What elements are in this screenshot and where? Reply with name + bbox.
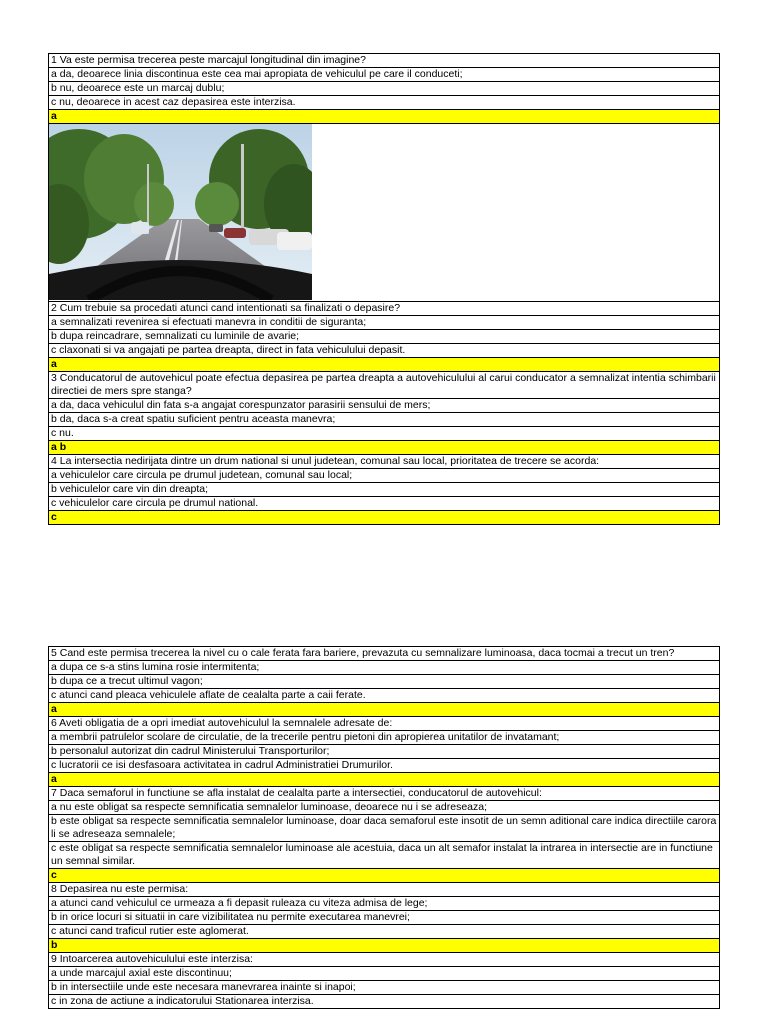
q8-option-c: c atunci cand traficul rutier este aglomerat. [48, 925, 720, 939]
q7-option-b: b este obligat sa respecte semnificatia semnalelor luminoase, doar daca semaforul este insotit de un semn aditional care indica directiile carora li se adreseaza semnalele; [48, 815, 720, 842]
q4-option-c: c vehiculelor care circula pe drumul national. [48, 497, 720, 511]
q5-option-a: a dupa ce s-a stins lumina rosie intermitenta; [48, 661, 720, 675]
question-2: 2 Cum trebuie sa procedati atunci cand intentionati sa finalizati o depasire? [48, 302, 720, 316]
question-8: 8 Depasirea nu este permisa: [48, 883, 720, 897]
q1-option-c: c nu, deoarece in acest caz depasirea este interzisa. [48, 96, 720, 110]
q9-option-b: b in intersectiile unde este necesara manevrarea inainte si inapoi; [48, 981, 720, 995]
q6-option-b: b personalul autorizat din cadrul Ministerului Transporturilor; [48, 745, 720, 759]
q5-answer: a [48, 703, 720, 717]
q4-option-a: a vehiculelor care circula pe drumul judetean, comunal sau local; [48, 469, 720, 483]
question-5: 5 Cand este permisa trecerea la nivel cu o cale ferata fara bariere, prevazuta cu semnalizare luminoasa, daca tocmai a trecut un tren? [48, 646, 720, 661]
q8-answer: b [48, 939, 720, 953]
question-block-2 [48, 646, 720, 1009]
q4-answer: c [48, 511, 720, 525]
q3-option-a: a da, daca vehiculul din fata s-a angajat corespunzator parasirii sensului de mers; [48, 399, 720, 413]
q6-answer: a [48, 773, 720, 787]
image-row [48, 124, 720, 302]
question-7: 7 Daca semaforul in functiune se afla instalat de cealalta parte a intersectiei, conducatorul de autovehicul: [48, 787, 720, 801]
q6-option-a: a membrii patrulelor scolare de circulatie, de la trecerile pentru pietoni din apropierea unitatilor de invatamant; [48, 731, 720, 745]
question-4: 4 La intersectia nedirijata dintre un drum national si unul judetean, comunal sau local, prioritatea de trecere se acorda: [48, 455, 720, 469]
q1-answer: a [48, 110, 720, 124]
question-6: 6 Aveti obligatia de a opri imediat autovehiculul la semnalele adresate de: [48, 717, 720, 731]
question-9: 9 Intoarcerea autovehiculului este interzisa: [48, 953, 720, 967]
q3-answer: a b [48, 441, 720, 455]
q2-option-b: b dupa reincadrare, semnalizati cu luminile de avarie; [48, 330, 720, 344]
question-block-1 [48, 53, 720, 525]
q4-option-b: b vehiculelor care vin din dreapta; [48, 483, 720, 497]
q7-option-a: a nu este obligat sa respecte semnificatia semnalelor luminoase, deoarece nu i se adreseaza; [48, 801, 720, 815]
q1-option-a: a da, deoarece linia discontinua este cea mai apropiata de vehiculul pe care il conduceti; [48, 68, 720, 82]
q7-answer: c [48, 869, 720, 883]
q7-option-c: c este obligat sa respecte semnificatia semnalelor luminoase ale acestuia, daca un alt semafor instalat la intrarea in intersectie are in functiune un semnal similar. [48, 842, 720, 869]
question-1: 1 Va este permisa trecerea peste marcajul longitudinal din imagine? [48, 53, 720, 68]
q2-option-c: c claxonati si va angajati pe partea dreapta, direct in fata vehiculului depasit. [48, 344, 720, 358]
q5-option-b: b dupa ce a trecut ultimul vagon; [48, 675, 720, 689]
q3-option-b: b da, daca s-a creat spatiu suficient pentru aceasta manevra; [48, 413, 720, 427]
q2-option-a: a semnalizati revenirea si efectuati manevra in conditii de siguranta; [48, 316, 720, 330]
q3-option-c: c nu. [48, 427, 720, 441]
road-photo [49, 124, 312, 300]
q1-option-b: b nu, deoarece este un marcaj dublu; [48, 82, 720, 96]
q5-option-c: c atunci cand pleaca vehiculele aflate de cealalta parte a caii ferate. [48, 689, 720, 703]
q2-answer: a [48, 358, 720, 372]
q6-option-c: c lucratorii ce isi desfasoara activitatea in cadrul Administratiei Drumurilor. [48, 759, 720, 773]
q9-option-a: a unde marcajul axial este discontinuu; [48, 967, 720, 981]
q8-option-b: b in orice locuri si situatii in care vizibilitatea nu permite executarea manevrei; [48, 911, 720, 925]
question-3: 3 Conducatorul de autovehicul poate efectua depasirea pe partea dreapta a autovehiculului al carui conducator a semnalizat intentia schimbarii directiei de mers spre stanga? [48, 372, 720, 399]
q9-option-c: c in zona de actiune a indicatorului Stationarea interzisa. [48, 995, 720, 1009]
q8-option-a: a atunci cand vehiculul ce urmeaza a fi depasit ruleaza cu viteza admisa de lege; [48, 897, 720, 911]
